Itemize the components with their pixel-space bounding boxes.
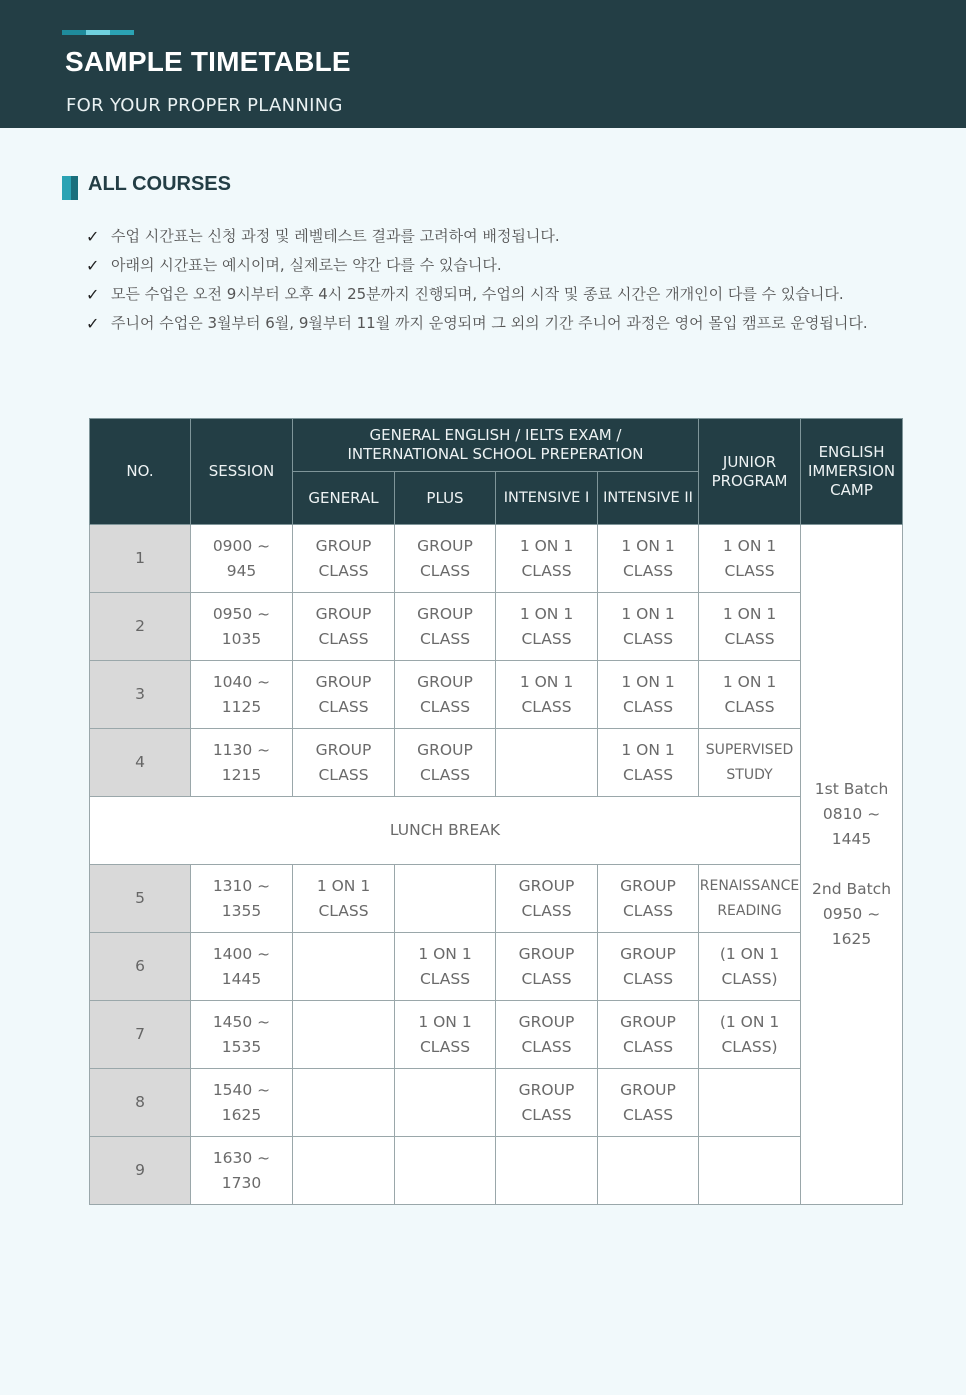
camp-schedule [801, 525, 903, 1205]
cell-text: SUPERVISED [705, 741, 794, 758]
cell-text: CLASS [724, 697, 775, 716]
session-time [191, 865, 293, 933]
cell-text: 1625 [221, 1105, 262, 1124]
class-cell [395, 593, 496, 661]
class-cell [293, 593, 395, 661]
class-cell [496, 1069, 598, 1137]
cell-text: GROUP [620, 944, 676, 963]
cell-text: GROUP [518, 944, 575, 963]
table-row [90, 1001, 903, 1069]
cell-text: 1 ON 1 [519, 536, 574, 555]
cell-text: 1 ON 1 [519, 604, 574, 623]
session-time [191, 593, 293, 661]
cell-text: CLASS [521, 969, 572, 988]
checkmark-icon: ✓ [86, 227, 100, 246]
row-number: 7 [90, 1001, 191, 1069]
table-row [90, 729, 903, 797]
cell-text: 1035 [221, 629, 262, 648]
row-number: 4 [90, 729, 191, 797]
class-cell [395, 1001, 496, 1069]
cell-text: READING [717, 902, 782, 919]
class-cell [395, 1069, 496, 1137]
cell-text: 0900 ~ [212, 536, 271, 555]
accent-bar [62, 30, 134, 35]
class-cell [496, 729, 598, 797]
cell-text: 1 ON 1 [519, 672, 574, 691]
cell-text: CLASS [521, 629, 572, 648]
cell-text: GROUP [620, 876, 676, 895]
class-cell [293, 933, 395, 1001]
cell-text: 1 ON 1 [722, 604, 777, 623]
header-session: SESSION [191, 419, 293, 525]
header-intensive-1: INTENSIVE I [496, 472, 598, 525]
cell-text: 2nd Batch [812, 880, 892, 898]
class-cell [496, 933, 598, 1001]
header-junior: JUNIOR PROGRAM [699, 419, 801, 525]
cell-text: 1 ON 1 [621, 740, 675, 759]
note-text: 수업 시간표는 신청 과정 및 레벨테스트 결과를 고려하여 배정됩니다. [111, 227, 560, 245]
cell-text: GROUP [518, 1012, 575, 1031]
class-cell [293, 1069, 395, 1137]
cell-text: CLASS [318, 629, 369, 648]
row-number: 2 [90, 593, 191, 661]
notes-list [86, 222, 876, 338]
cell-text: 1st Batch [814, 780, 889, 798]
cell-text: GROUP [315, 740, 372, 759]
session-time [191, 729, 293, 797]
cell-text: CLASS [724, 629, 775, 648]
timetable [89, 418, 903, 1205]
note-item [86, 222, 876, 251]
lunch-row [90, 797, 903, 865]
cell-text: CLASS [419, 765, 471, 784]
cell-text: GROUP [417, 536, 473, 555]
row-number: 5 [90, 865, 191, 933]
table-row [90, 1137, 903, 1205]
cell-text: 1 ON 1 [621, 672, 675, 691]
cell-text: CLASS [521, 697, 572, 716]
cell-text: 1215 [221, 765, 262, 784]
table-row [90, 933, 903, 1001]
cell-text: CLASS [521, 561, 572, 580]
header-no: NO. [90, 419, 191, 525]
cell-text: CLASS [318, 901, 369, 920]
cell-text: 1400 ~ [212, 944, 271, 963]
class-cell [496, 1137, 598, 1205]
session-time [191, 1137, 293, 1205]
row-number: 1 [90, 525, 191, 593]
cell-text: CLASS) [721, 1037, 778, 1056]
session-time [191, 1069, 293, 1137]
header-plus: PLUS [395, 472, 496, 525]
class-cell [293, 525, 395, 593]
accent-segment [110, 30, 134, 35]
class-cell [598, 593, 699, 661]
class-cell [699, 525, 801, 593]
class-cell [598, 1001, 699, 1069]
cell-text: 1 ON 1 [722, 536, 777, 555]
class-cell [598, 525, 699, 593]
cell-text: GROUP [417, 672, 473, 691]
cell-text: CLASS [622, 561, 674, 580]
accent-segment [62, 30, 86, 35]
class-cell [598, 661, 699, 729]
table-row [90, 865, 903, 933]
note-text: 모든 수업은 오전 9시부터 오후 4시 25분까지 진행되며, 수업의 시작 및 종료 시간은 개개인이 다를 수 있습니다. [111, 285, 844, 303]
cell-text: 1 ON 1 [621, 604, 675, 623]
class-cell [395, 865, 496, 933]
session-time [191, 525, 293, 593]
class-cell [293, 1001, 395, 1069]
section-marker-segment [71, 176, 78, 200]
class-cell [293, 661, 395, 729]
table-row [90, 661, 903, 729]
header-course-group: GENERAL ENGLISH / IELTS EXAM / INTERNATIONAL SCHOOL PREPERATION [293, 419, 699, 472]
cell-text: 1040 ~ [212, 672, 271, 691]
cell-text: 1355 [221, 901, 262, 920]
table-row [90, 1069, 903, 1137]
cell-text: GROUP [620, 1080, 676, 1099]
cell-text: CLASS [622, 629, 674, 648]
class-cell [598, 865, 699, 933]
note-item [86, 309, 876, 338]
section-marker-segment [62, 176, 71, 200]
class-cell [496, 525, 598, 593]
class-cell [699, 865, 801, 933]
cell-text: 1310 ~ [212, 876, 271, 895]
cell-text: 1445 [831, 830, 872, 848]
cell-text: CLASS [622, 765, 674, 784]
cell-text: (1 ON 1 [719, 944, 780, 963]
header-general: GENERAL [293, 472, 395, 525]
table-row [90, 525, 903, 593]
cell-text: GROUP [620, 1012, 676, 1031]
checkmark-icon: ✓ [86, 256, 100, 275]
class-cell [496, 661, 598, 729]
cell-text: CLASS) [721, 969, 778, 988]
cell-text: CLASS [419, 561, 471, 580]
cell-text: GROUP [417, 740, 473, 759]
cell-text: CLASS [622, 969, 674, 988]
checkmark-icon: ✓ [86, 285, 100, 304]
class-cell [699, 1001, 801, 1069]
cell-text: 1445 [221, 969, 262, 988]
header-intensive-2: INTENSIVE II [598, 472, 699, 525]
cell-text: 0950 ~ [822, 905, 881, 923]
header-camp: ENGLISH IMMERSION CAMP [801, 419, 903, 525]
class-cell [598, 1137, 699, 1205]
class-cell [699, 729, 801, 797]
cell-text: CLASS [622, 1037, 674, 1056]
cell-text: 1130 ~ [212, 740, 271, 759]
cell-text: 1 ON 1 [418, 1012, 472, 1031]
class-cell [598, 729, 699, 797]
cell-text: CLASS [622, 1105, 674, 1124]
class-cell [293, 1137, 395, 1205]
cell-text: 1 ON 1 [722, 672, 777, 691]
class-cell [699, 1137, 801, 1205]
class-cell [699, 593, 801, 661]
class-cell [598, 1069, 699, 1137]
class-cell [496, 1001, 598, 1069]
cell-text: CLASS [622, 901, 674, 920]
cell-text: GROUP [518, 1080, 575, 1099]
cell-text: CLASS [419, 969, 471, 988]
cell-text: 1 ON 1 [418, 944, 472, 963]
class-cell [395, 1137, 496, 1205]
note-text: 아래의 시간표는 예시이며, 실제로는 약간 다를 수 있습니다. [111, 256, 502, 274]
cell-text: CLASS [419, 1037, 471, 1056]
cell-text: 1625 [831, 930, 872, 948]
cell-text: RENAISSANCE [699, 877, 800, 894]
class-cell [293, 729, 395, 797]
row-number: 3 [90, 661, 191, 729]
cell-text: (1 ON 1 [719, 1012, 780, 1031]
note-item [86, 280, 876, 309]
class-cell [395, 525, 496, 593]
page-title: SAMPLE TIMETABLE [65, 46, 351, 77]
cell-text: CLASS [724, 561, 775, 580]
class-cell [598, 933, 699, 1001]
class-cell [395, 933, 496, 1001]
checkmark-icon: ✓ [86, 314, 100, 333]
session-time [191, 1001, 293, 1069]
class-cell [293, 865, 395, 933]
class-cell [395, 661, 496, 729]
class-cell [496, 593, 598, 661]
section-marker-icon [62, 176, 78, 200]
cell-text: 1 ON 1 [621, 536, 675, 555]
note-text: 주니어 수업은 3월부터 6월, 9월부터 11월 까지 운영되며 그 외의 기간 주니어 과정은 영어 몰입 캠프로 운영됩니다. [111, 314, 868, 332]
lunch-break: LUNCH BREAK [90, 797, 801, 865]
session-time [191, 661, 293, 729]
cell-text: CLASS [318, 765, 369, 784]
class-cell [699, 1069, 801, 1137]
cell-text: CLASS [622, 697, 674, 716]
class-cell [395, 729, 496, 797]
note-item [86, 251, 876, 280]
cell-text: CLASS [521, 1105, 572, 1124]
cell-text: 0810 ~ [822, 805, 881, 823]
row-number: 6 [90, 933, 191, 1001]
page-header [0, 0, 966, 128]
class-cell [699, 933, 801, 1001]
cell-text: CLASS [419, 629, 471, 648]
cell-text: 1450 ~ [212, 1012, 271, 1031]
cell-text: STUDY [726, 766, 773, 783]
cell-text: GROUP [417, 604, 473, 623]
cell-text: CLASS [521, 901, 572, 920]
cell-text: CLASS [318, 697, 369, 716]
cell-text: GROUP [315, 536, 372, 555]
class-cell [496, 865, 598, 933]
cell-text: CLASS [419, 697, 471, 716]
row-number: 9 [90, 1137, 191, 1205]
cell-text: 1 ON 1 [316, 876, 371, 895]
cell-text: GROUP [315, 672, 372, 691]
cell-text: GROUP [315, 604, 372, 623]
table-row [90, 593, 903, 661]
cell-text: 1730 [221, 1173, 262, 1192]
cell-text: 0950 ~ [212, 604, 271, 623]
cell-text: 1540 ~ [212, 1080, 271, 1099]
cell-text: 1125 [221, 697, 262, 716]
session-time [191, 933, 293, 1001]
cell-text: 945 [226, 561, 257, 580]
accent-segment [86, 30, 110, 35]
cell-text: CLASS [318, 561, 369, 580]
row-number: 8 [90, 1069, 191, 1137]
cell-text: GROUP [518, 876, 575, 895]
class-cell [699, 661, 801, 729]
cell-text: 1630 ~ [212, 1148, 271, 1167]
cell-text: CLASS [521, 1037, 572, 1056]
page-subtitle: FOR YOUR PROPER PLANNING [66, 95, 343, 116]
section-title: ALL COURSES [88, 173, 231, 195]
cell-text: 1535 [221, 1037, 262, 1056]
